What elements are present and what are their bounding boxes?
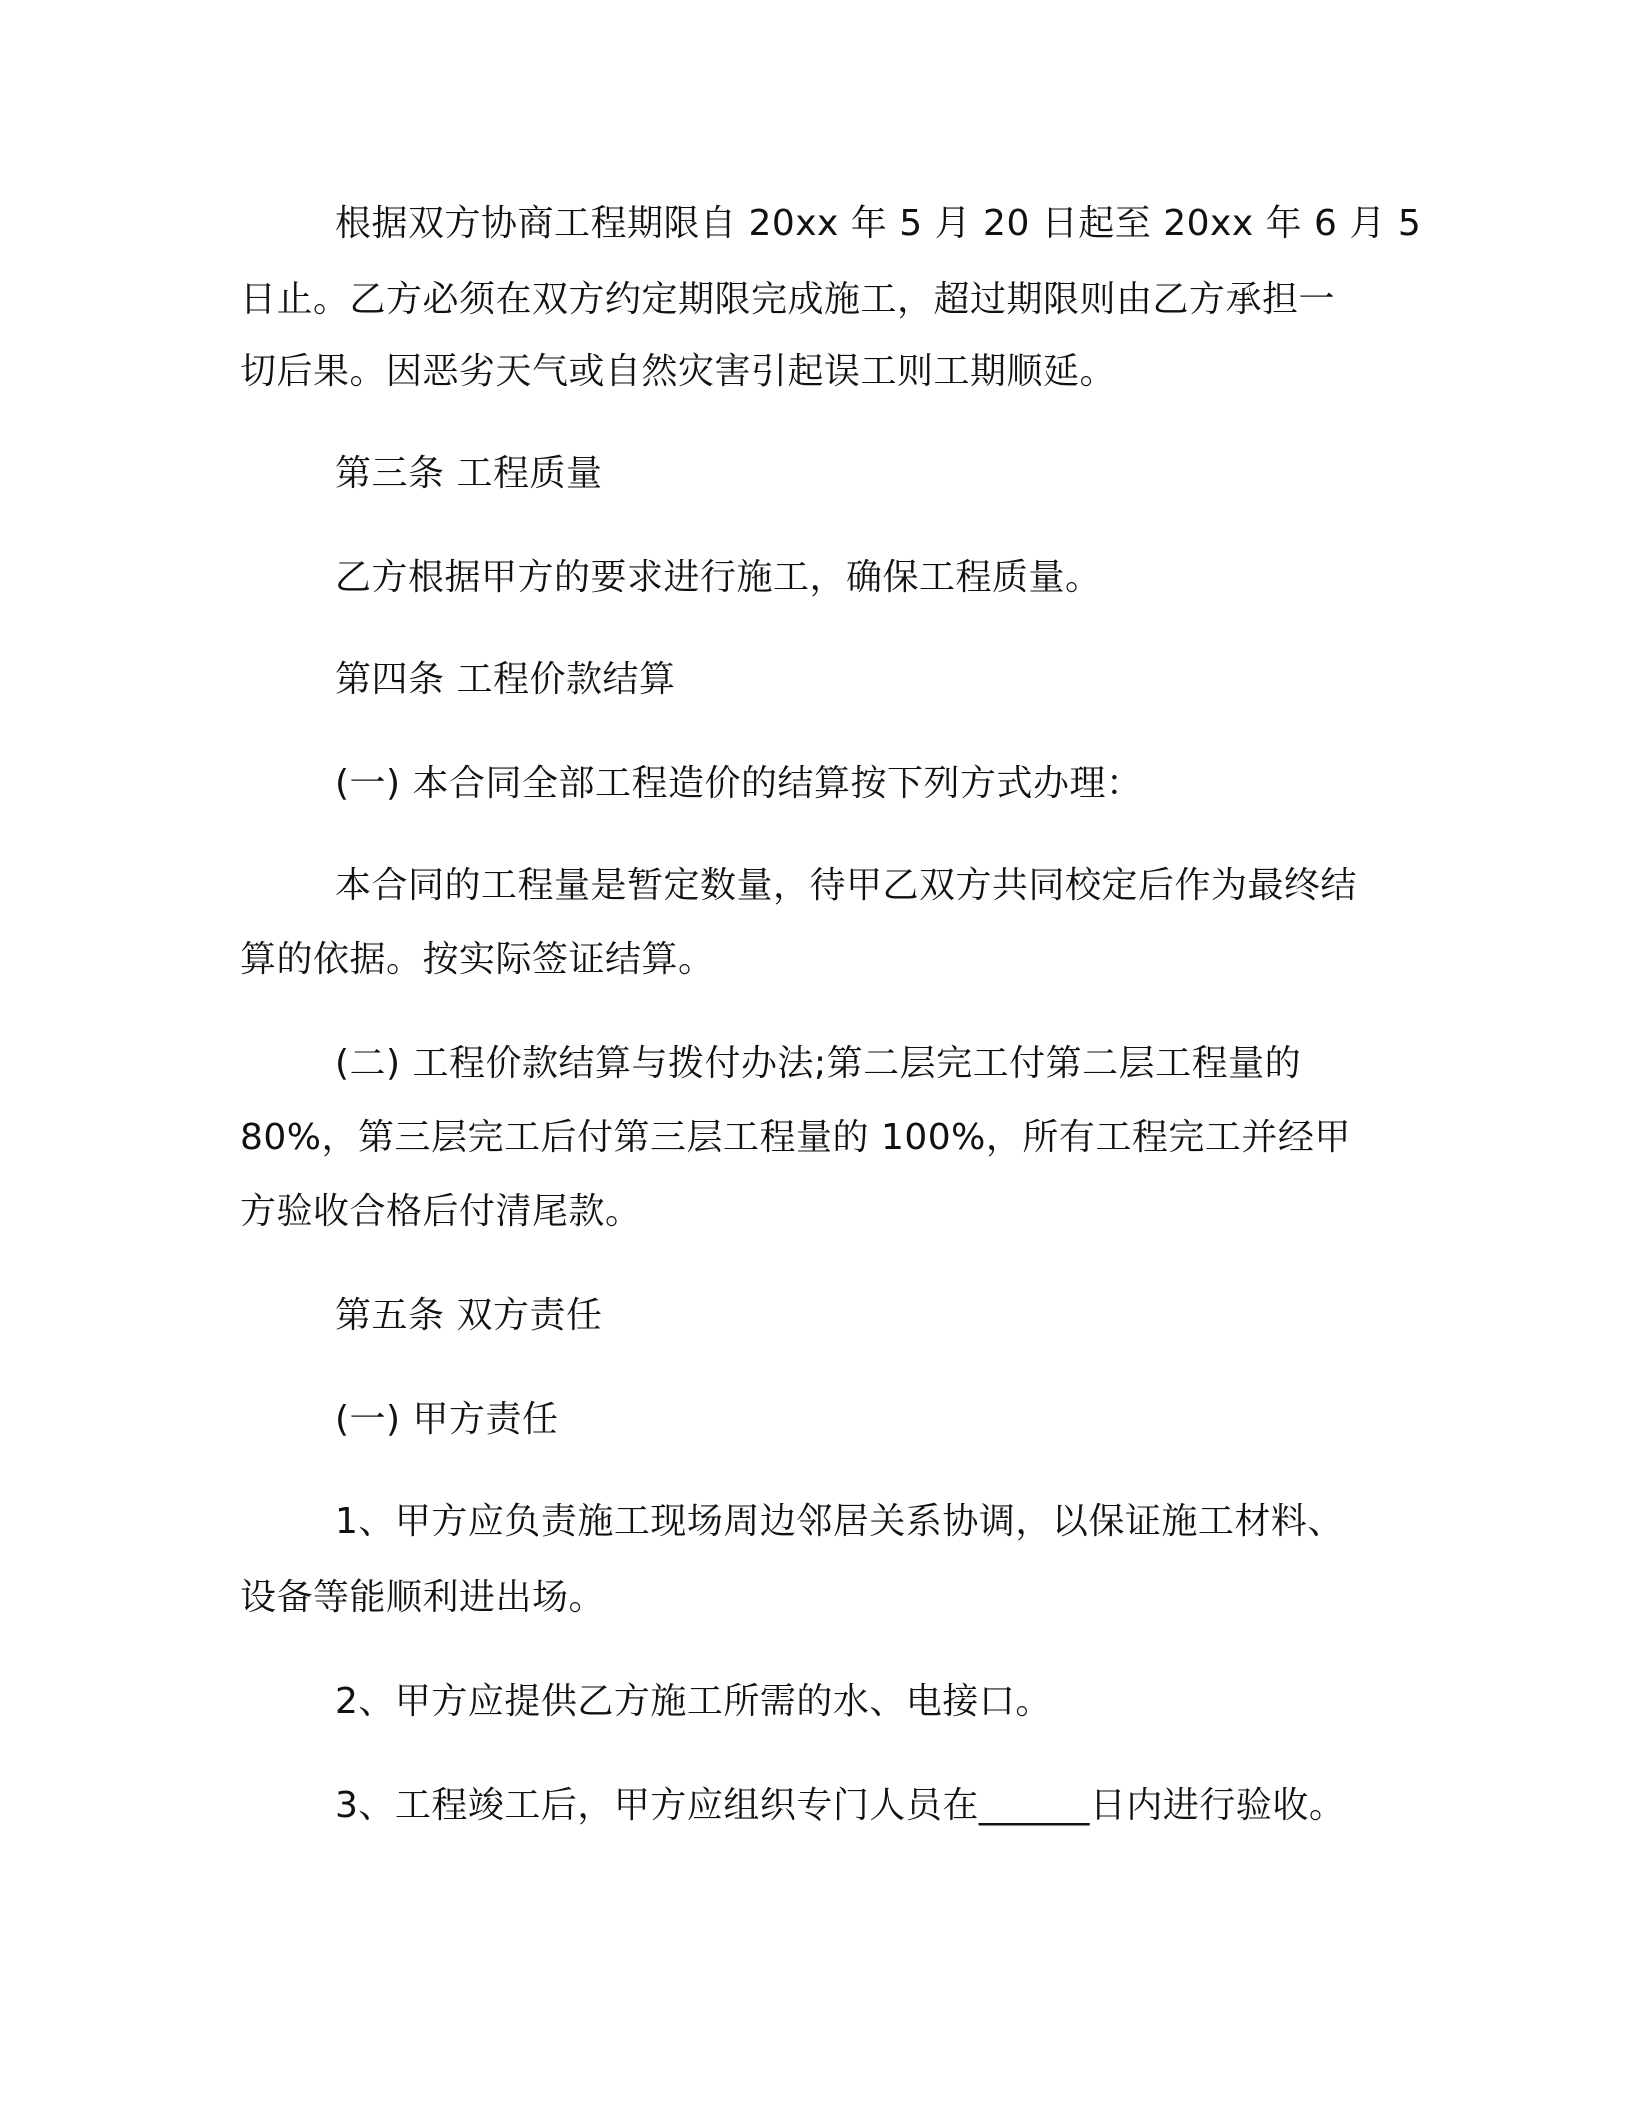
paragraph-line: 3、工程竣工后，甲方应组织专门人员在______日内进行验收。 [335,1785,1346,1826]
paragraph-line: 设备等能顺利进出场。 [240,1577,606,1618]
section-heading: 第四条 工程价款结算 [335,659,676,700]
paragraph-line: 日止。乙方必须在双方约定期限完成施工，超过期限则由乙方承担一 [240,279,1336,320]
subsection-heading: (一) 甲方责任 [335,1399,559,1440]
paragraph-line: 切后果。因恶劣天气或自然灾害引起误工则工期顺延。 [240,351,1117,392]
paragraph-line: 80%，第三层完工后付第三层工程量的 100%，所有工程完工并经甲 [240,1117,1351,1158]
paragraph-line: 方验收合格后付清尾款。 [240,1191,642,1232]
paragraph-line: 算的依据。按实际签证结算。 [240,939,715,980]
paragraph-line: 本合同的工程量是暂定数量，待甲乙双方共同校定后作为最终结 [335,865,1358,906]
paragraph-line: (二) 工程价款结算与拨付办法;第二层完工付第二层工程量的 [335,1043,1302,1084]
section-heading: 第五条 双方责任 [335,1295,603,1336]
paragraph-line: 1、甲方应负责施工现场周边邻居关系协调，以保证施工材料、 [335,1501,1344,1542]
paragraph-line: 根据双方协商工程期限自 20xx 年 5 月 20 日起至 20xx 年 6 月 5 [335,203,1422,244]
paragraph-line: 2、甲方应提供乙方施工所需的水、电接口。 [335,1681,1052,1722]
section-heading: 第三条 工程质量 [335,453,603,494]
paragraph-line: (一) 本合同全部工程造价的结算按下列方式办理： [335,763,1143,804]
paragraph-line: 乙方根据甲方的要求进行施工，确保工程质量。 [335,557,1102,598]
